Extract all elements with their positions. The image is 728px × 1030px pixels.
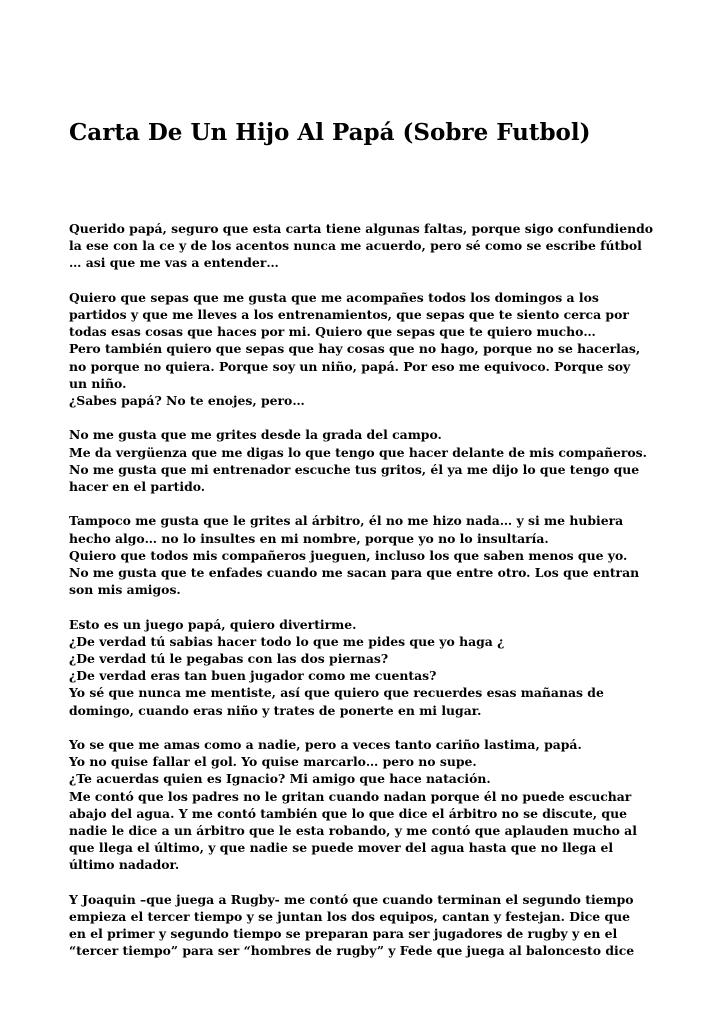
text-line: No me gusta que mi entrenador escuche tus gritos, él ya me dijo lo que tengo que [69, 461, 640, 477]
text-line: partidos y que me lleves a los entrenamientos, que sepas que te siento cerca por [69, 307, 629, 322]
text-line: No me gusta que me grites desde la grada del campo. [69, 427, 442, 443]
text-line: domingo, cuando eras niño y trates de ponerte en mi lugar. [69, 702, 482, 718]
text-line: … asi que me vas a entender… [69, 255, 279, 271]
text-line: nadie le dice a un árbitro que le esta robando, y me contó que aplauden mucho al [69, 823, 637, 839]
text-line: ¿Sabes papá? No te enojes, pero… [69, 393, 305, 409]
text-line: ¿De verdad eras tan buen jugador como me cuentas? [69, 668, 437, 684]
text-line: Yo se que me amas como a nadie, pero a veces tanto cariño lastima, papá. [69, 737, 582, 753]
paragraph-5 [69, 616, 719, 719]
text-line: Pero también quiero que sepas que hay cosas que no hago, porque no se hacerlas, [69, 341, 641, 357]
letter-body [69, 220, 719, 977]
text-line: Yo sé que nunca me mentiste, así que quiero que recuerdes esas mañanas de [69, 685, 604, 701]
paragraph-2 [69, 289, 719, 409]
text-line: No me gusta que te enfades cuando me sacan para que entre otro. Los que entran [69, 565, 640, 581]
text-line: Me da vergüenza que me digas lo que tengo que hacer delante de mis compañeros. [69, 444, 647, 460]
paragraph-3 [69, 426, 719, 495]
text-line: la ese con la ce y de los acentos nunca me acuerdo, pero sé como se escribe fútbol [69, 238, 642, 254]
text-line: Quiero que sepas que me gusta que me acompañes todos los domingos a los [69, 289, 599, 305]
paragraph-6 [69, 736, 719, 874]
paragraph-7 [69, 891, 719, 960]
text-line: Querido papá, seguro que esta carta tiene algunas faltas, porque sigo confundiendo [69, 221, 654, 236]
text-line: empieza el tercer tiempo y se juntan los dos equipos, cantan y festejan. Dice que [69, 909, 630, 925]
text-line: Esto es un juego papá, quiero divertirme. [69, 616, 357, 632]
text-line: en el primer y segundo tiempo se preparan para ser jugadores de rugby y en el [69, 926, 618, 942]
text-line: ¿De verdad tú sabias hacer todo lo que me pides que yo haga ¿ [69, 633, 505, 649]
paragraph-4 [69, 512, 719, 598]
text-line: no porque no quiera. Porque soy un niño, papá. Por eso me equivoco. Porque soy [69, 358, 631, 374]
text-line: ¿Te acuerdas quien es Ignacio? Mi amigo que hace natación. [69, 771, 491, 787]
document-title: Carta De Un Hijo Al Papá (Sobre Futbol) [69, 119, 591, 146]
text-line: hecho algo… no lo insultes en mi nombre, porque yo no lo insultaría. [69, 530, 549, 546]
text-line: Y Joaquin –que juega a Rugby- me contó que cuando terminan el segundo tiempo [69, 891, 634, 907]
text-line: “tercer tiempo” para ser “hombres de rugby” y Fede que juega al baloncesto dice [69, 943, 635, 959]
text-line: último nadador. [69, 857, 180, 873]
paragraph-1 [69, 220, 719, 272]
text-line: Me contó que los padres no le gritan cuando nadan porque él no puede escuchar [69, 788, 632, 804]
text-line: un niño. [69, 375, 127, 391]
text-line: Quiero que todos mis compañeros jueguen, incluso los que saben menos que yo. [69, 547, 628, 563]
text-line: hacer en el partido. [69, 479, 206, 495]
text-line: son mis amigos. [69, 582, 181, 598]
text-line: Yo no quise fallar el gol. Yo quise marcarlo… pero no supe. [69, 754, 477, 770]
text-line: abajo del agua. Y me contó también que lo que dice el árbitro no se discute, que [69, 805, 627, 821]
text-line: ¿De verdad tú le pegabas con las dos piernas? [69, 651, 389, 667]
text-line: todas esas cosas que haces por mi. Quiero que sepas que te quiero mucho… [69, 324, 596, 340]
text-line: Tampoco me gusta que le grites al árbitro, él no me hizo nada… y si me hubiera [69, 513, 624, 529]
text-line: que llega el último, y que nadie se puede mover del agua hasta que no llega el [69, 840, 614, 856]
